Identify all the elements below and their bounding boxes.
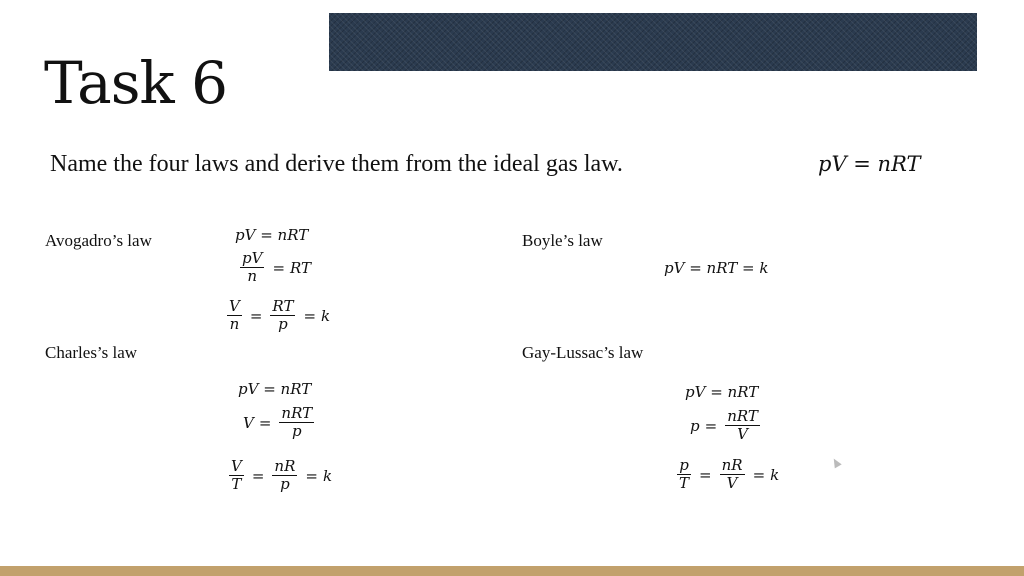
denominator: p (280, 475, 290, 493)
task-instruction: Name the four laws and derive them from the ideal gas law. (50, 151, 623, 177)
numerator: V (229, 297, 240, 315)
denominator: V (726, 474, 738, 492)
charles-eq2 (243, 405, 317, 440)
denominator: p (291, 422, 302, 440)
equals-sign: = (305, 466, 318, 485)
footer-bar (0, 566, 1024, 576)
fraction (720, 457, 745, 492)
denominator: n (229, 315, 240, 333)
denominator: V (737, 425, 748, 443)
avogadro-eq1: pV = nRT (235, 226, 309, 244)
header-banner (329, 13, 977, 71)
equals-sign: = (752, 465, 766, 484)
denominator: p (278, 315, 288, 333)
equals-sign: = (704, 416, 718, 435)
charles-eq3 (226, 458, 332, 493)
slide-title: Task 6 (44, 49, 228, 117)
fraction (227, 298, 242, 333)
fraction (279, 405, 314, 440)
denominator: n (247, 267, 258, 285)
avogadro-eq2 (237, 250, 311, 285)
numerator: nRT (281, 404, 313, 422)
numerator: p (679, 456, 689, 474)
ideal-gas-equation: pV = nRT (818, 152, 921, 176)
numerator: nR (721, 456, 743, 474)
equals-sign: = (258, 413, 272, 432)
fraction (270, 298, 295, 333)
denominator: T (231, 475, 242, 493)
equals-sign: = (251, 466, 265, 485)
denominator: T (679, 474, 690, 492)
rhs: k (770, 465, 780, 484)
equals-sign: = (272, 258, 286, 277)
equals-sign: = (699, 465, 712, 484)
boyle-label: Boyle’s law (522, 231, 603, 250)
rhs: RT (290, 258, 312, 277)
numerator: V (231, 457, 242, 475)
gay-lussac-label: Gay-Lussac’s law (522, 343, 644, 362)
fraction (677, 457, 691, 492)
numerator: nRT (727, 407, 758, 425)
lhs: p (690, 416, 700, 435)
avogadro-eq3 (224, 298, 330, 333)
fraction (725, 408, 760, 443)
numerator: pV (242, 249, 263, 267)
lhs: V (243, 413, 254, 432)
gay-lussac-eq1: pV = nRT (685, 383, 759, 401)
avogadro-label: Avogadro’s law (45, 231, 152, 250)
gay-lussac-eq2 (690, 408, 763, 443)
equals-sign: = (303, 306, 317, 325)
fraction (240, 250, 264, 285)
fraction (272, 458, 297, 493)
rhs: k (321, 306, 331, 325)
equals-sign: = (249, 306, 263, 325)
numerator: RT (272, 297, 294, 315)
gay-lussac-eq3 (674, 457, 779, 492)
charles-label: Charles’s law (45, 343, 138, 362)
fraction (229, 458, 244, 493)
numerator: nR (274, 457, 296, 475)
mouse-pointer-icon (830, 457, 841, 469)
charles-eq1: pV = nRT (238, 380, 312, 398)
rhs: k (322, 466, 333, 485)
boyle-eq1: pV = nRT = k (664, 259, 769, 277)
